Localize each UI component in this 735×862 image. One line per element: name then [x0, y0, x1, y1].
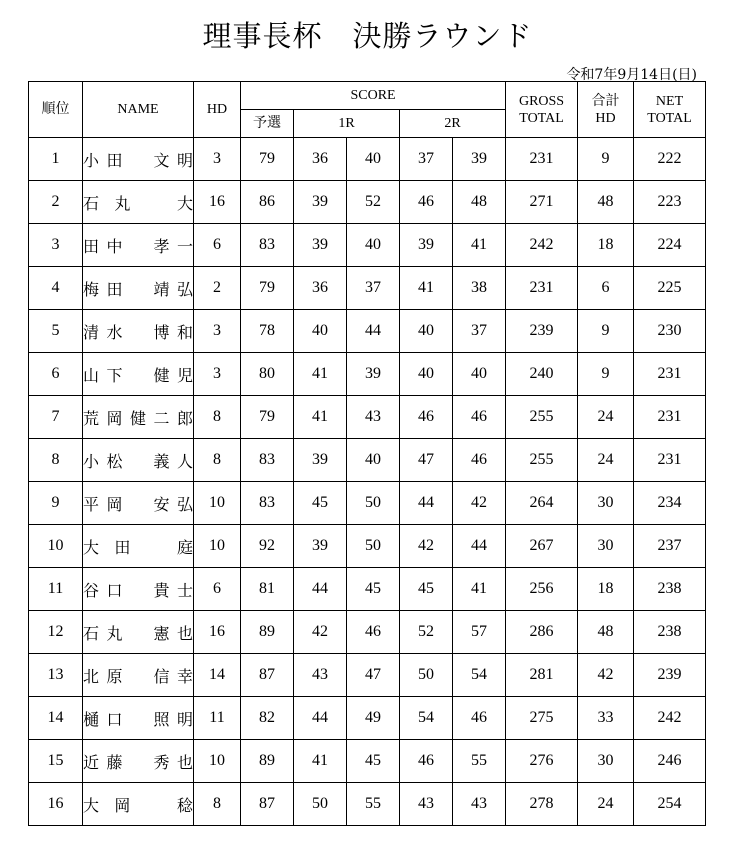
cell-name: 石丸 憲也	[83, 611, 194, 654]
cell-name: 山下 健児	[83, 353, 194, 396]
cell-round2-back: 55	[453, 740, 506, 783]
cell-round2-back: 57	[453, 611, 506, 654]
cell-round2-back: 41	[453, 224, 506, 267]
cell-gross-total: 239	[506, 310, 578, 353]
cell-net-total: 222	[634, 138, 706, 181]
cell-hd: 10	[194, 482, 241, 525]
cell-total-hd: 30	[578, 482, 634, 525]
table-header	[29, 82, 706, 138]
table-row	[29, 439, 706, 482]
cell-round2-front: 40	[400, 353, 453, 396]
cell-round2-back: 40	[453, 353, 506, 396]
cell-round2-back: 46	[453, 697, 506, 740]
cell-gross-total: 275	[506, 697, 578, 740]
cell-round2-front: 45	[400, 568, 453, 611]
cell-round2-back: 46	[453, 396, 506, 439]
cell-rank: 11	[29, 568, 83, 611]
header-gross-total	[506, 82, 578, 138]
cell-round1-front: 42	[294, 611, 347, 654]
cell-qualifier: 79	[241, 267, 294, 310]
cell-gross-total: 255	[506, 396, 578, 439]
cell-total-hd: 24	[578, 783, 634, 826]
cell-round1-back: 44	[347, 310, 400, 353]
table-row	[29, 396, 706, 439]
cell-round2-front: 44	[400, 482, 453, 525]
cell-rank: 4	[29, 267, 83, 310]
cell-round1-front: 50	[294, 783, 347, 826]
cell-round1-front: 40	[294, 310, 347, 353]
cell-round1-back: 43	[347, 396, 400, 439]
header-total-hd	[578, 82, 634, 138]
cell-qualifier: 83	[241, 482, 294, 525]
cell-net-total: 239	[634, 654, 706, 697]
cell-gross-total: 278	[506, 783, 578, 826]
cell-total-hd: 42	[578, 654, 634, 697]
cell-round1-front: 45	[294, 482, 347, 525]
table-row	[29, 224, 706, 267]
cell-round1-back: 46	[347, 611, 400, 654]
cell-name: 大田 庭	[83, 525, 194, 568]
table-row	[29, 138, 706, 181]
cell-hd: 10	[194, 525, 241, 568]
cell-qualifier: 80	[241, 353, 294, 396]
cell-round1-back: 50	[347, 482, 400, 525]
cell-round2-back: 41	[453, 568, 506, 611]
cell-rank: 13	[29, 654, 83, 697]
cell-name: 石丸 大	[83, 181, 194, 224]
cell-gross-total: 231	[506, 267, 578, 310]
cell-total-hd: 6	[578, 267, 634, 310]
cell-name: 谷口 貴士	[83, 568, 194, 611]
cell-net-total: 238	[634, 568, 706, 611]
cell-qualifier: 87	[241, 783, 294, 826]
cell-qualifier: 83	[241, 224, 294, 267]
cell-hd: 11	[194, 697, 241, 740]
cell-round1-back: 45	[347, 740, 400, 783]
header-total-hd-line1: 合計	[591, 93, 620, 109]
cell-net-total: 231	[634, 439, 706, 482]
cell-round1-front: 44	[294, 568, 347, 611]
cell-round2-front: 39	[400, 224, 453, 267]
cell-round2-back: 44	[453, 525, 506, 568]
cell-qualifier: 89	[241, 611, 294, 654]
table-row	[29, 181, 706, 224]
cell-round1-back: 40	[347, 224, 400, 267]
header-hd: HD	[194, 82, 241, 138]
cell-net-total: 223	[634, 181, 706, 224]
cell-hd: 8	[194, 439, 241, 482]
cell-name: 小田 文明	[83, 138, 194, 181]
cell-round1-front: 36	[294, 267, 347, 310]
cell-qualifier: 87	[241, 654, 294, 697]
cell-hd: 3	[194, 353, 241, 396]
cell-net-total: 242	[634, 697, 706, 740]
cell-rank: 8	[29, 439, 83, 482]
table-row	[29, 740, 706, 783]
cell-round1-back: 50	[347, 525, 400, 568]
cell-qualifier: 78	[241, 310, 294, 353]
cell-net-total: 246	[634, 740, 706, 783]
cell-round2-front: 50	[400, 654, 453, 697]
cell-gross-total: 286	[506, 611, 578, 654]
cell-round1-front: 43	[294, 654, 347, 697]
cell-qualifier: 82	[241, 697, 294, 740]
cell-qualifier: 86	[241, 181, 294, 224]
cell-round2-front: 52	[400, 611, 453, 654]
event-date: 令和7年9月14日(日)	[566, 67, 697, 83]
cell-round1-back: 47	[347, 654, 400, 697]
header-total-hd-line2: HD	[595, 110, 616, 126]
cell-gross-total: 281	[506, 654, 578, 697]
cell-hd: 16	[194, 611, 241, 654]
cell-total-hd: 9	[578, 310, 634, 353]
cell-round1-back: 45	[347, 568, 400, 611]
cell-net-total: 238	[634, 611, 706, 654]
cell-hd: 8	[194, 396, 241, 439]
cell-round2-front: 46	[400, 740, 453, 783]
cell-gross-total: 231	[506, 138, 578, 181]
table-body	[29, 138, 706, 826]
cell-round1-back: 52	[347, 181, 400, 224]
cell-round1-front: 36	[294, 138, 347, 181]
cell-rank: 15	[29, 740, 83, 783]
cell-qualifier: 89	[241, 740, 294, 783]
results-table	[28, 81, 706, 826]
table-row	[29, 353, 706, 396]
cell-name: 小松 義人	[83, 439, 194, 482]
cell-rank: 1	[29, 138, 83, 181]
cell-round1-back: 37	[347, 267, 400, 310]
cell-round2-front: 46	[400, 396, 453, 439]
cell-net-total: 225	[634, 267, 706, 310]
cell-round2-front: 42	[400, 525, 453, 568]
cell-net-total: 237	[634, 525, 706, 568]
cell-gross-total: 264	[506, 482, 578, 525]
cell-rank: 7	[29, 396, 83, 439]
cell-total-hd: 9	[578, 138, 634, 181]
cell-name: 平岡 安弘	[83, 482, 194, 525]
cell-net-total: 234	[634, 482, 706, 525]
table-row	[29, 482, 706, 525]
table-row	[29, 525, 706, 568]
cell-rank: 6	[29, 353, 83, 396]
cell-round2-front: 43	[400, 783, 453, 826]
table-row	[29, 654, 706, 697]
cell-gross-total: 276	[506, 740, 578, 783]
cell-round2-front: 47	[400, 439, 453, 482]
cell-round2-front: 54	[400, 697, 453, 740]
cell-round1-front: 41	[294, 353, 347, 396]
cell-round2-back: 54	[453, 654, 506, 697]
header-round2: 2R	[400, 110, 506, 138]
cell-total-hd: 33	[578, 697, 634, 740]
header-gross-line1: GROSS	[518, 93, 565, 109]
cell-name: 大岡 稔	[83, 783, 194, 826]
cell-name: 田中 孝一	[83, 224, 194, 267]
cell-round2-front: 46	[400, 181, 453, 224]
cell-name: 梅田 靖弘	[83, 267, 194, 310]
table-row	[29, 783, 706, 826]
cell-total-hd: 48	[578, 611, 634, 654]
cell-round2-front: 41	[400, 267, 453, 310]
cell-net-total: 224	[634, 224, 706, 267]
cell-round1-back: 40	[347, 439, 400, 482]
header-net-line1: NET	[655, 93, 684, 109]
cell-name: 樋口 照明	[83, 697, 194, 740]
table-row	[29, 267, 706, 310]
cell-hd: 8	[194, 783, 241, 826]
cell-hd: 10	[194, 740, 241, 783]
table-row	[29, 310, 706, 353]
cell-net-total: 254	[634, 783, 706, 826]
cell-hd: 3	[194, 310, 241, 353]
cell-qualifier: 79	[241, 138, 294, 181]
cell-round1-back: 40	[347, 138, 400, 181]
cell-total-hd: 24	[578, 396, 634, 439]
cell-name: 北原 信幸	[83, 654, 194, 697]
cell-gross-total: 256	[506, 568, 578, 611]
table-row	[29, 611, 706, 654]
cell-round1-back: 55	[347, 783, 400, 826]
cell-round2-back: 42	[453, 482, 506, 525]
header-net-total	[634, 82, 706, 138]
cell-net-total: 231	[634, 353, 706, 396]
cell-gross-total: 242	[506, 224, 578, 267]
cell-round2-back: 43	[453, 783, 506, 826]
cell-round1-front: 39	[294, 439, 347, 482]
cell-qualifier: 92	[241, 525, 294, 568]
cell-hd: 14	[194, 654, 241, 697]
cell-rank: 3	[29, 224, 83, 267]
header-rank: 順位	[29, 82, 83, 138]
cell-name: 清水 博和	[83, 310, 194, 353]
header-score: SCORE	[241, 82, 506, 110]
cell-round1-front: 39	[294, 525, 347, 568]
cell-round2-back: 38	[453, 267, 506, 310]
cell-hd: 3	[194, 138, 241, 181]
cell-round1-back: 49	[347, 697, 400, 740]
cell-gross-total: 255	[506, 439, 578, 482]
cell-net-total: 231	[634, 396, 706, 439]
cell-round1-front: 39	[294, 224, 347, 267]
cell-round2-back: 39	[453, 138, 506, 181]
cell-round1-back: 39	[347, 353, 400, 396]
cell-round2-back: 37	[453, 310, 506, 353]
cell-round2-front: 40	[400, 310, 453, 353]
cell-round2-back: 46	[453, 439, 506, 482]
cell-round2-back: 48	[453, 181, 506, 224]
table-row	[29, 697, 706, 740]
cell-total-hd: 18	[578, 224, 634, 267]
header-gross-line2: TOTAL	[519, 110, 564, 126]
header-net-line2: TOTAL	[647, 110, 692, 126]
cell-gross-total: 240	[506, 353, 578, 396]
cell-round1-front: 41	[294, 740, 347, 783]
page-title: 理事長杯 決勝ラウンド	[202, 19, 533, 53]
cell-hd: 6	[194, 568, 241, 611]
cell-rank: 14	[29, 697, 83, 740]
cell-total-hd: 30	[578, 525, 634, 568]
cell-rank: 10	[29, 525, 83, 568]
cell-qualifier: 79	[241, 396, 294, 439]
header-name: NAME	[83, 82, 194, 138]
cell-total-hd: 48	[578, 181, 634, 224]
cell-rank: 2	[29, 181, 83, 224]
cell-rank: 9	[29, 482, 83, 525]
cell-total-hd: 18	[578, 568, 634, 611]
cell-total-hd: 9	[578, 353, 634, 396]
cell-hd: 2	[194, 267, 241, 310]
cell-round1-front: 44	[294, 697, 347, 740]
cell-rank: 16	[29, 783, 83, 826]
cell-round1-front: 39	[294, 181, 347, 224]
cell-rank: 12	[29, 611, 83, 654]
cell-net-total: 230	[634, 310, 706, 353]
cell-gross-total: 267	[506, 525, 578, 568]
cell-qualifier: 83	[241, 439, 294, 482]
table-row	[29, 568, 706, 611]
cell-total-hd: 30	[578, 740, 634, 783]
cell-round1-front: 41	[294, 396, 347, 439]
cell-qualifier: 81	[241, 568, 294, 611]
cell-name: 荒岡健二郎	[83, 396, 194, 439]
cell-hd: 16	[194, 181, 241, 224]
header-round1: 1R	[294, 110, 400, 138]
cell-name: 近藤 秀也	[83, 740, 194, 783]
cell-total-hd: 24	[578, 439, 634, 482]
cell-rank: 5	[29, 310, 83, 353]
cell-round2-front: 37	[400, 138, 453, 181]
cell-gross-total: 271	[506, 181, 578, 224]
header-qualifier: 予選	[241, 110, 294, 138]
cell-hd: 6	[194, 224, 241, 267]
